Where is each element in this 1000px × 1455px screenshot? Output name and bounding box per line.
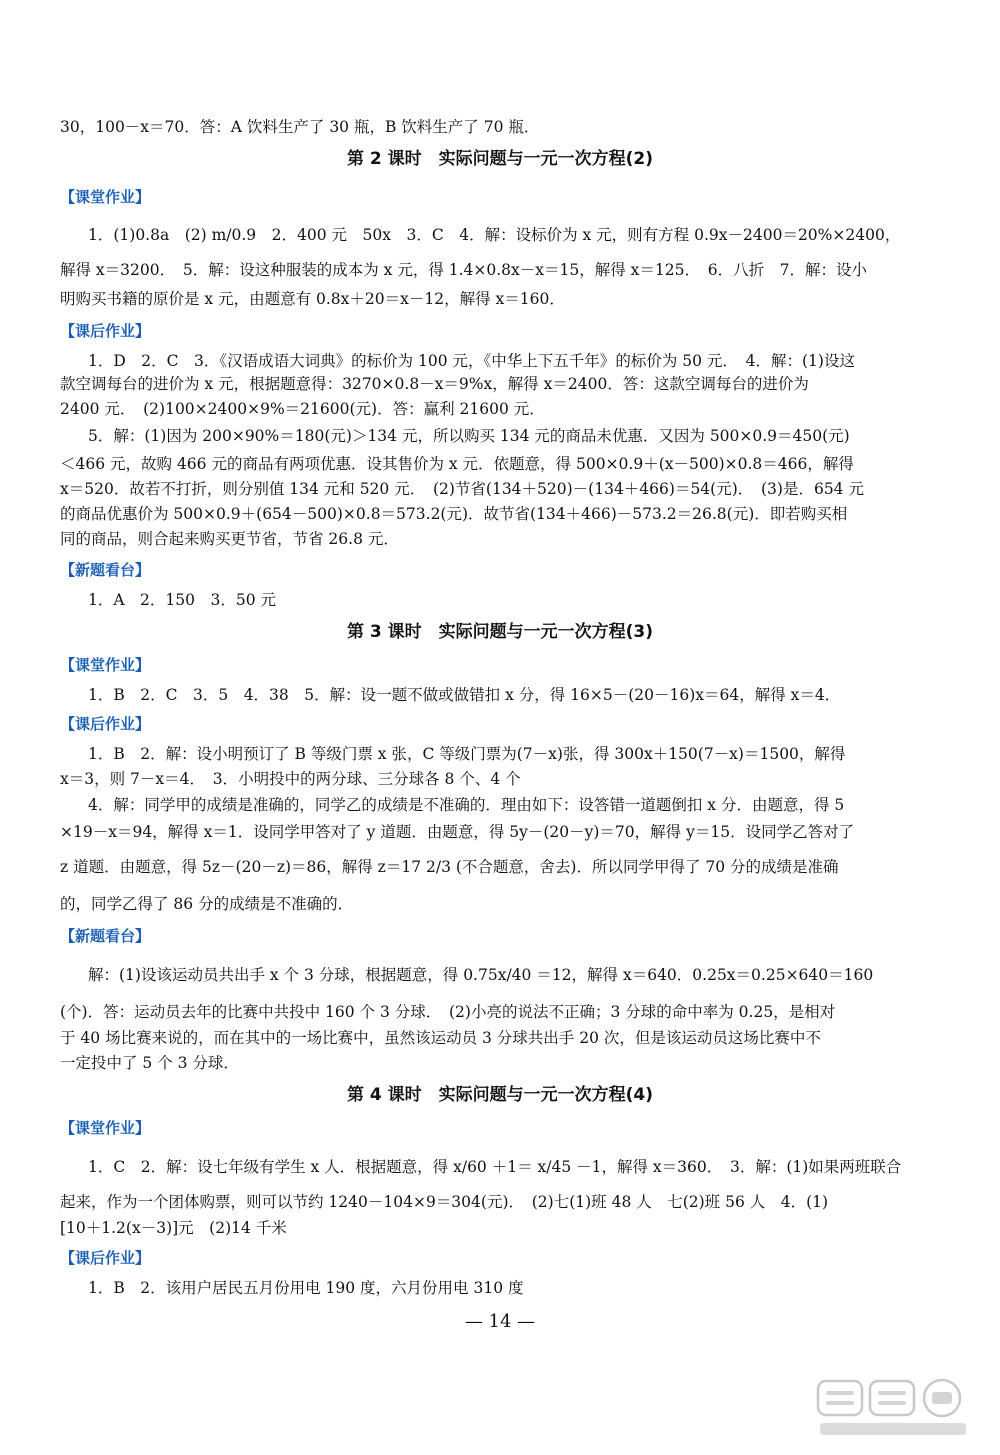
text-line: ＜466 元，故购 466 元的商品有两项优惠．设其售价为 x 元．依题意，得 500×0.9＋(x－500)×0.8＝466，解得 (60, 455, 854, 473)
section-heading-lesson-4: 第 4 课时 实际问题与一元一次方程(4) (346, 1085, 654, 1105)
text-line: 解得 x＝3200． 5．解：设这种服装的成本为 x 元，得 1.4×0.8x－x＝15，解得 x＝125． 6．八折 7．解：设小 (60, 261, 867, 279)
text-line: 1．C 2．解：设七年级有学生 x 人．根据题意，得 x/60 ＋1＝ x/45 －1，解得 x＝360． 3．解：(1)如果两班联合 (88, 1158, 902, 1176)
text-line: 的商品优惠价为 500×0.9＋(654－500)×0.8＝573.2(元)．故节省(134＋466)－573.2＝26.8(元)．即若购买相 (60, 505, 848, 523)
text-line: 同的商品，则合起来购买更节省，节省 26.8 元． (60, 530, 399, 548)
page-number: — 14 — (464, 1311, 536, 1332)
text-line: 起来，作为一个团体购票，则可以节约 1240－104×9＝304(元)． (2)七(1)班 48 人 七(2)班 56 人 4．(1) (60, 1193, 829, 1211)
tag-classroom-work: 【课堂作业】 (60, 188, 151, 206)
tag-classroom-work: 【课堂作业】 (60, 1119, 151, 1137)
text-line: 1．B 2．该用户居民五月份用电 190 度，六月份用电 310 度 (88, 1279, 524, 1297)
text-line: 于 40 场比赛来说的，而在其中的一场比赛中，虽然该运动员 3 分球共出手 20 次，但是该运动员这场比赛中不 (60, 1029, 821, 1047)
section-heading-lesson-3: 第 3 课时 实际问题与一元一次方程(3) (346, 622, 654, 642)
text-line: 1．B 2．解：设小明预订了 B 等级门票 x 张，C 等级门票为(7－x)张，得 300x＋150(7－x)＝1500，解得 (88, 745, 846, 763)
tag-after-class-work: 【课后作业】 (60, 322, 151, 340)
tag-classroom-work: 【课堂作业】 (60, 656, 151, 674)
text-line: [10＋1.2(x－3)]元 (2)14 千米 (60, 1219, 287, 1237)
text-line: 解：(1)设该运动员共出手 x 个 3 分球，根据题意，得 0.75x/40 ＝12，解得 x＝640．0.25x＝0.25×640＝160 (88, 966, 874, 984)
section-heading-lesson-2: 第 2 课时 实际问题与一元一次方程(2) (346, 149, 654, 169)
text-line: 一定投中了 5 个 3 分球． (60, 1054, 239, 1072)
text-line: 4．解：同学甲的成绩是准确的，同学乙的成绩是不准确的．理由如下：设答错一道题倒扣 x 分．由题意，得 5 (88, 796, 845, 814)
text-line: 1．D 2．C 3．《汉语成语大词典》的标价为 100 元，《中华上下五千年》的标价为 50 元． 4．解：(1)设这 (88, 352, 855, 370)
text-line: 明购买书籍的原价是 x 元，由题意有 0.8x＋20＝x－12，解得 x＝160． (60, 290, 565, 308)
text-line: z 道题．由题意，得 5z－(20－z)＝86，解得 z＝17 2/3 (不合题意，舍去)．所以同学甲得了 70 分的成绩是准确 (60, 858, 839, 876)
text-line: 1．B 2．C 3．5 4．38 5．解：设一题不做或做错扣 x 分，得 16×5－(20－16)x＝64，解得 x＝4． (88, 686, 841, 704)
text-line: (个)．答：运动员去年的比赛中共投中 160 个 3 分球． (2)小亮的说法不正确；3 分球的命中率为 0.25，是相对 (60, 1003, 836, 1021)
text-line: 1．A 2．150 3．50 元 (88, 591, 277, 609)
text-line: x＝520．故若不打折，则分别值 134 元和 520 元． (2)节省(134＋520)－(134＋466)＝54(元)． (3)是．654 元 (60, 480, 864, 498)
text-line: 的，同学乙得了 86 分的成绩是不准确的． (60, 895, 354, 913)
watermark-logo-icon (812, 1377, 972, 1441)
text-line: 1．(1)0.8a (2) m/0.9 2．400 元 50x 3．C 4．解：设标价为 x 元，则有方程 0.9x－2400＝20%×2400， (88, 226, 901, 244)
text-line: 2400 元． (2)100×2400×9%＝21600(元)．答：赢利 21600 元． (60, 400, 545, 418)
tag-new-problems: 【新题看台】 (60, 561, 151, 579)
text-line: ×19－x＝94，解得 x＝1．设同学甲答对了 y 道题．由题意，得 5y－(20－y)＝70，解得 y＝15．设同学乙答对了 (60, 823, 855, 841)
tag-after-class-work: 【课后作业】 (60, 715, 151, 733)
text-line: 款空调每台的进价为 x 元，根据题意得：3270×0.8－x＝9%x，解得 x＝2400．答：这款空调每台的进价为 (60, 375, 809, 393)
text-line: 5．解：(1)因为 200×90%＝180(元)＞134 元，所以购买 134 元的商品未优惠．又因为 500×0.9＝450(元) (88, 427, 850, 445)
tag-after-class-work: 【课后作业】 (60, 1249, 151, 1267)
text-line: 30，100－x＝70．答：A 饮料生产了 30 瓶，B 饮料生产了 70 瓶． (60, 118, 540, 136)
tag-new-problems: 【新题看台】 (60, 927, 151, 945)
text-line: x＝3，则 7－x＝4． 3．小明投中的两分球、三分球各 8 个、4 个 (60, 770, 521, 788)
